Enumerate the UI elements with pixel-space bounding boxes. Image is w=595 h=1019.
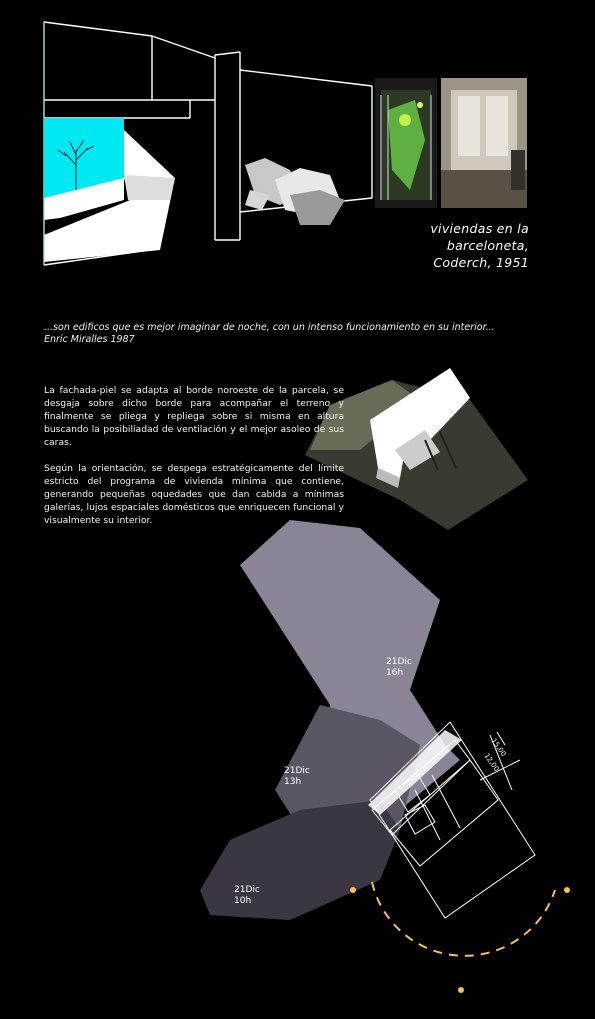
shadow-label-16h	[386, 657, 412, 679]
caption-line-3: Coderch, 1951	[433, 255, 529, 270]
shadow-label-day: 21Dic	[234, 885, 260, 895]
shadow-label-day: 21Dic	[284, 766, 310, 776]
shadow-label-13h	[284, 766, 310, 788]
sun-marker-west	[350, 887, 356, 893]
shadow-label-hour: 13h	[284, 777, 302, 787]
quote-text: ...son edificos que es mejor imaginar de noche, con un intenso funcionamiento en su interior...	[44, 322, 495, 333]
dimension-15: 15,00	[489, 737, 508, 759]
sun-marker-south	[458, 987, 464, 993]
shadow-label-hour: 10h	[234, 896, 252, 906]
paragraph-2: Según la orientación, se despega estratégicamente del límite estricto del programa de vivienda mínima que contiene, generando pequeñas oquedades que dan cabida a mínimas galerías, lujos espaciales domésticos que enriquecen funcional y visualmente su interior.	[44, 463, 344, 526]
shadow-label-hour: 16h	[386, 668, 404, 678]
caption-line-1: viviendas en la	[430, 221, 529, 236]
paragraph-1: La fachada-piel se adapta al borde noroeste de la parcela, se desgaja sobre dicho borde para acompañar el terreno y finalmente se pliega y repliega sobre si misma en altura buscando la posibiliadad de ventilación y el mejor asoleo de sus caras.	[44, 385, 344, 448]
sun-marker-east	[564, 887, 570, 893]
shadow-label-day: 21Dic	[386, 657, 412, 667]
sun-path-arc	[372, 882, 555, 956]
dimension-12: 12,00	[482, 752, 501, 774]
shadow-label-10h	[234, 885, 260, 907]
caption-line-2: barceloneta,	[446, 238, 529, 253]
quote-author: Enric Miralles 1987	[44, 334, 135, 345]
shadow-10h	[200, 800, 400, 920]
